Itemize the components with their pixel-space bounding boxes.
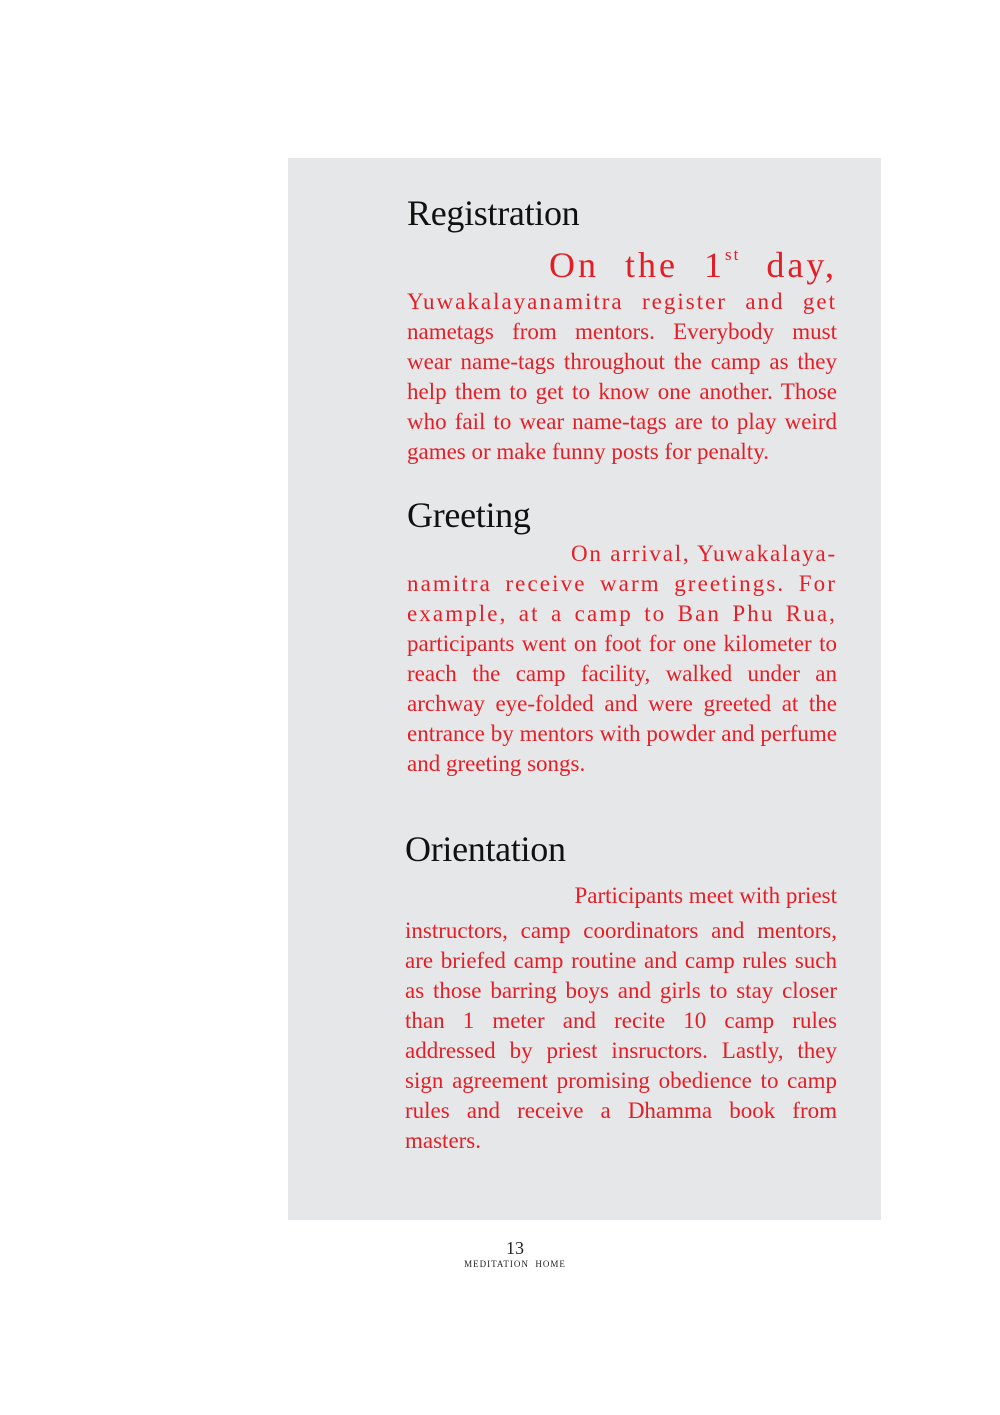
orientation-heading: Orientation	[405, 829, 566, 869]
registration-section	[407, 193, 837, 467]
registration-text: nametags from mentors. Everybody must wear name-tags throughout the camp as they help them to get to know one another. Those who fail to wear name-tags are to play weird games or make funny posts for penalty.	[407, 319, 837, 464]
publication-name: MEDITATION HOME	[464, 1259, 566, 1269]
registration-body	[407, 233, 837, 467]
greeting-wide-text: namitra receive warm greetings. For example, at a camp to Ban Phu Rua,	[407, 571, 837, 626]
greeting-lead: On arrival, Yuwakalaya-	[571, 541, 837, 566]
greeting-body	[407, 539, 837, 779]
orientation-lead: Participants meet with priest	[574, 883, 837, 908]
page-footer	[440, 1238, 590, 1270]
registration-lead: On the 1st day,	[549, 245, 837, 285]
greeting-heading: Greeting	[407, 495, 531, 535]
orientation-body	[405, 881, 837, 1156]
registration-heading: Registration	[407, 193, 580, 233]
page-number: 13	[506, 1238, 524, 1258]
registration-line1: Yuwakalayanamitra register and get	[407, 289, 837, 314]
orientation-section	[405, 829, 837, 1156]
greeting-text: participants went on foot for one kilometer to reach the camp facility, walked under an archway eye-folded and were greeted at the entrance by mentors with powder and perfume and greeting songs.	[407, 631, 837, 776]
orientation-text: instructors, camp coordinators and mentors, are briefed camp routine and camp rules such as those barring boys and girls to stay closer than 1 meter and recite 10 camp rules addressed by priest insructors. Lastly, they sign agreement promising obedience to camp rules and receive a Dhamma book from masters.	[405, 918, 837, 1153]
greeting-section	[407, 495, 837, 779]
